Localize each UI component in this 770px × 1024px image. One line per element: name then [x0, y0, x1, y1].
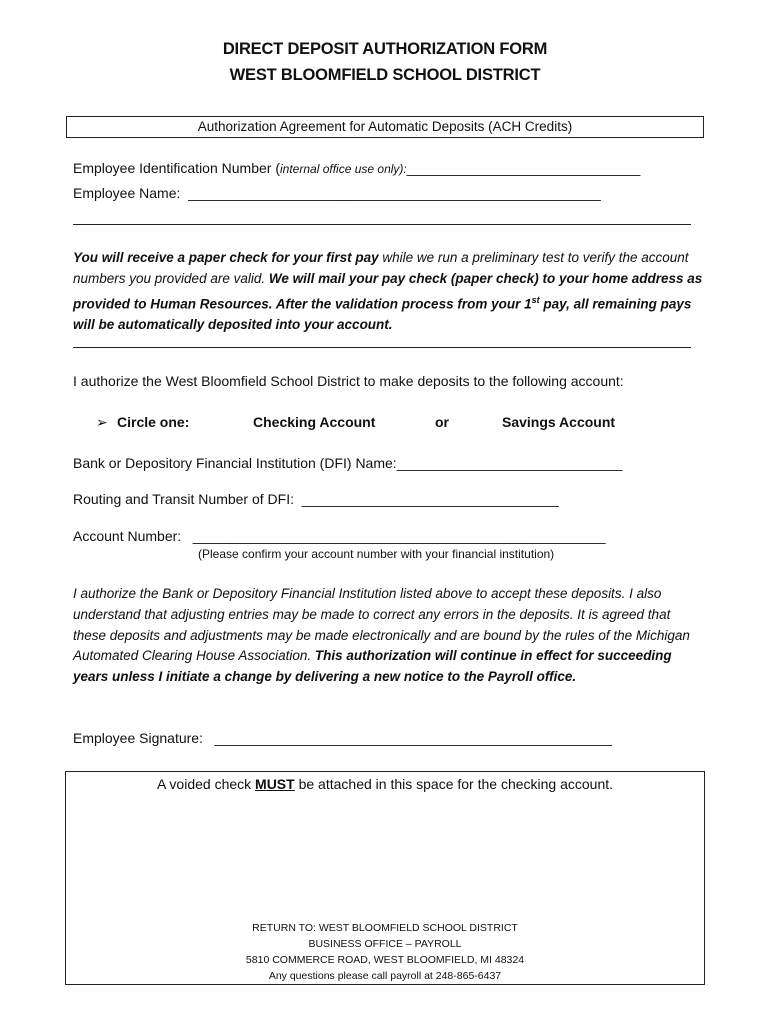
notice-bold-2: We will mail your pay check (paper check) to your home address as provided to Human Resources. After the validation process from your 1 — [73, 270, 703, 312]
voided-check-note-pre: A voided check — [156, 776, 256, 792]
dfi-name-field[interactable]: _____________________________ — [396, 455, 623, 471]
divider-line-2 — [73, 347, 691, 348]
notice-bold-3: pay, all remaining pays will be automatically deposited into your account. — [73, 296, 692, 332]
circle-one-label: Circle one: — [117, 414, 190, 430]
savings-account-option[interactable]: Savings Account — [502, 414, 616, 430]
employee-id-row — [73, 160, 640, 176]
voided-check-box[interactable] — [65, 771, 705, 985]
employee-id-field[interactable]: ______________________________ — [406, 160, 641, 176]
agreement-text: I authorize the Bank or Depository Financial Institution listed above to accept these deposits. I also understand that adjusting entries may be made to correct any errors in the deposits. It is agreed that these deposits and adjustments may be made electronically and are bound by the rules of the Michigan Automated Clearing House Association. — [73, 586, 690, 664]
account-confirm-note: (Please confirm your account number with your financial institution) — [198, 547, 555, 561]
account-number-row — [73, 528, 606, 544]
signature-label: Employee Signature: — [73, 730, 203, 746]
or-text: or — [435, 414, 449, 430]
voided-check-note — [66, 776, 704, 792]
agreement-bold: This authorization will continue in effect for succeeding years unless I initiate a change by delivering a new notice to the Payroll office. — [73, 648, 672, 685]
signature-row — [73, 730, 612, 746]
business-office-line: BUSINESS OFFICE – PAYROLL — [308, 938, 462, 950]
notice-text-1: while we run a preliminary test to verify the account numbers you provided are valid. — [73, 250, 689, 286]
checking-account-option[interactable]: Checking Account — [253, 414, 376, 430]
employee-name-field[interactable]: _____________________________________________________ — [188, 185, 601, 201]
routing-label: Routing and Transit Number of DFI: — [73, 491, 294, 507]
dfi-name-row — [73, 455, 623, 471]
authorize-statement: I authorize the West Bloomfield School District to make deposits to the following account: — [73, 373, 624, 389]
paper-check-notice — [73, 248, 703, 336]
form-title: DIRECT DEPOSIT AUTHORIZATION FORM — [222, 40, 548, 58]
signature-field[interactable]: ___________________________________________________ — [214, 730, 612, 746]
account-number-label: Account Number: — [73, 528, 182, 544]
agreement-banner-text: Authorization Agreement for Automatic Deposits (ACH Credits) — [197, 119, 573, 134]
employee-id-label: Employee Identification Number ( — [73, 160, 280, 176]
voided-check-note-post: be attached in this space for the checking account. — [294, 776, 614, 792]
employee-name-label: Employee Name: — [73, 185, 181, 201]
address-line: 5810 COMMERCE ROAD, WEST BLOOMFIELD, MI 48324 — [245, 954, 525, 966]
bullet-icon: ➢ — [96, 414, 108, 430]
account-number-field[interactable]: _____________________________________________________ — [192, 528, 606, 544]
employee-id-note: internal office use only): — [280, 162, 407, 176]
notice-sup: st — [531, 294, 540, 305]
return-to-line: RETURN TO: WEST BLOOMFIELD SCHOOL DISTRICT — [252, 922, 518, 934]
employee-name-row — [73, 185, 601, 201]
routing-row — [73, 491, 559, 507]
must-emphasis: MUST — [255, 776, 295, 792]
divider-line-1 — [73, 224, 691, 225]
agreement-banner — [66, 116, 704, 138]
dfi-name-label: Bank or Depository Financial Institution (DFI) Name: — [73, 455, 397, 471]
routing-field[interactable]: _________________________________ — [301, 491, 559, 507]
bank-authorization-paragraph — [73, 584, 703, 688]
questions-line: Any questions please call payroll at 248-865-6437 — [268, 970, 502, 982]
notice-bold-1: You will receive a paper check for your first pay — [73, 250, 379, 265]
district-title: WEST BLOOMFIELD SCHOOL DISTRICT — [229, 66, 541, 84]
